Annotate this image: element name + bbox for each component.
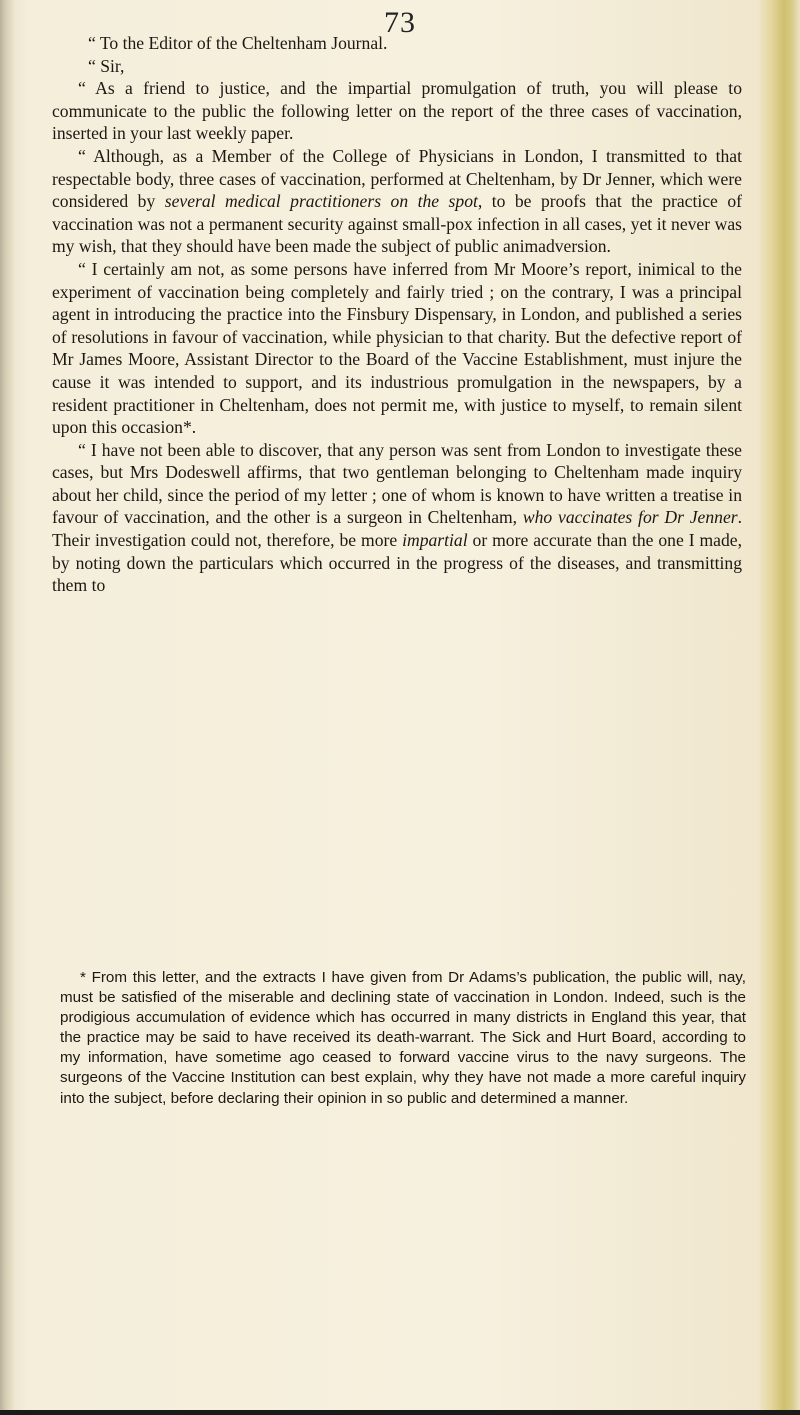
footnote <box>60 968 746 1109</box>
paragraph-3-text: “ I certainly am not, as some persons have inferred from Mr Moore’s report, inimical to the experiment of vaccination being completely and fairly tried ; on the contrary, I was a principal agent in introducing the practice into the Finsbury Dispensary, in London, and published a series of resolutions in favour of vaccination, while physician to that charity. But the defective report of Mr James Moore, Assistant Director to the Board of the Vaccine Establishment, must injure the cause it was intended to support, and its industrious promulgation in the newspapers, by a resident practitioner in Cheltenham, does not permit me, with justice to myself, to remain silent upon this occasion*. <box>52 258 742 438</box>
page-edge-left <box>0 0 14 1415</box>
book-binding-edge <box>758 0 800 1415</box>
letter-salutation: “ Sir, <box>88 55 125 76</box>
paragraph-4-italic-1: who vaccinates for Dr Jenner <box>522 507 738 528</box>
paragraph-2-italic: several medical practitioners on the spot <box>164 191 478 212</box>
page-number: 73 <box>384 6 416 39</box>
paragraph-2 <box>52 145 742 258</box>
letter-heading: “ To the Editor of the Cheltenham Journal. <box>88 33 388 53</box>
paragraph-4-text-mid: . Their investigation could not, therefore, be more <box>52 507 743 551</box>
paragraph-3 <box>52 258 742 439</box>
footnote-text: * From this letter, and the extracts I have given from Dr Adams’s publication, the public will, nay, must be satisfied of the miserable and declining state of vaccination in London. Indeed, such is the prodigious accumulation of evidence which has occurred in many districts in England this year, that the practice may be said to have received its death-warrant. The Sick and Hurt Board, according to my information, have sometime ago ceased to forward vaccine virus to the navy surgeons. The surgeons of the Vaccine Institution can best explain, why they have not made a more careful inquiry into the subject, before declaring their opinion in so public and determined a manner. <box>60 969 746 1107</box>
bottom-edge-rule <box>0 1410 800 1415</box>
letter-body <box>52 32 742 597</box>
paragraph-4-text: “ I have not been able to discover, that any person was sent from London to investigate these cases, but Mrs Dodeswell affirms, that two gentleman belonging to Cheltenham made inquiry about her child, since the period of my letter ; one of whom is known to have written a treatise in favour of vaccination, and the other is a surgeon in Cheltenham, <box>52 439 742 528</box>
paragraph-2-text-end: , to be proofs that the practice of vaccination was not a permanent security against small-pox infection in all cases, yet it never was my wish, that they should have been made the subject of public animadversion. <box>52 191 742 257</box>
paragraph-4-text-end: or more accurate than the one I made, by noting down the particulars which occurred in the progress of the diseases, and transmitting them to <box>52 530 742 596</box>
paragraph-1-text: “ As a friend to justice, and the impartial promulgation of truth, you will please to communicate to the public the following letter on the report of the three cases of vaccination, inserted in your last weekly paper. <box>52 78 742 144</box>
paragraph-4-italic-2: impartial <box>402 530 468 551</box>
paragraph-4 <box>52 439 742 597</box>
paragraph-2-text: “ Although, as a Member of the College of Physicians in London, I transmitted to that respectable body, three cases of vaccination, performed at Cheltenham, by Dr Jenner, which were considered by <box>52 145 742 212</box>
paragraph-1 <box>52 77 742 145</box>
